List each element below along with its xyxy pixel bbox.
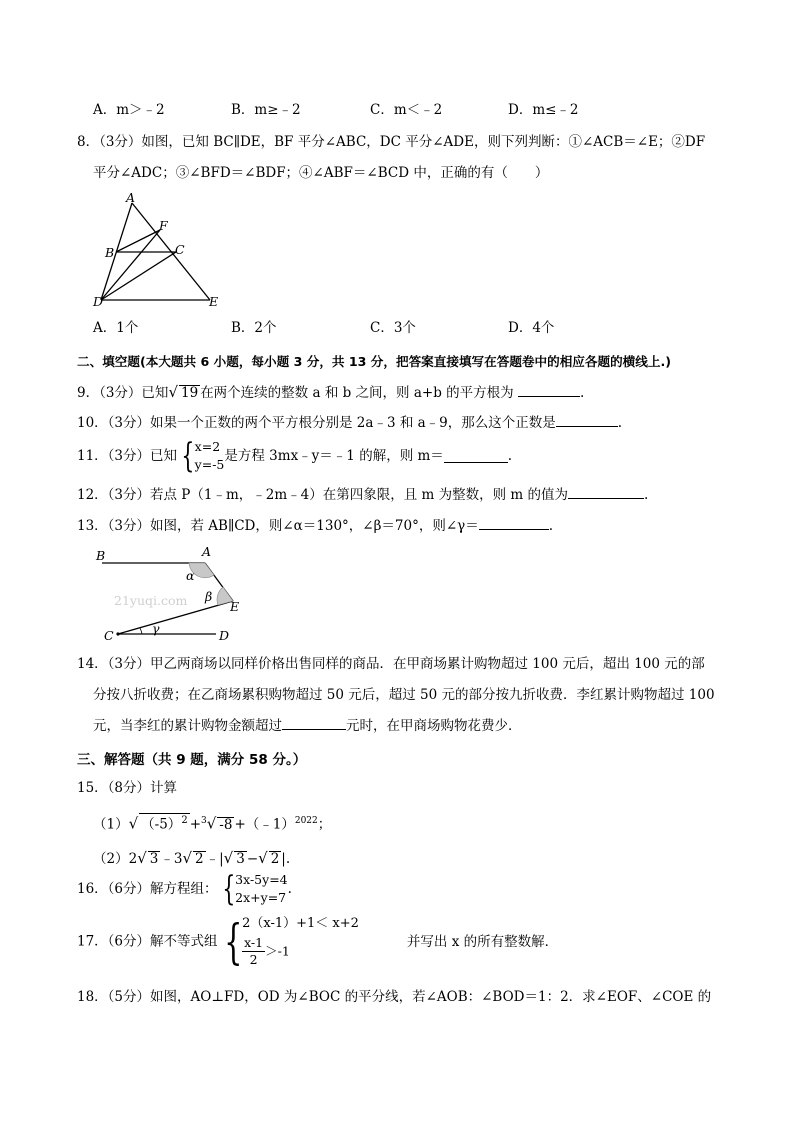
q11-end: .	[507, 448, 513, 464]
q17-ineq2	[242, 935, 359, 968]
fig13-label-d: D	[219, 628, 230, 643]
q16-eq1: 3x-5y=4	[235, 872, 288, 887]
q17-fraction	[242, 935, 265, 968]
fig13-watermark: 21yuqi.com	[114, 593, 188, 608]
q14-line3a: 元，当李红的累计购物金额超过	[93, 718, 282, 734]
q9-pre: 9．（3分）已知	[77, 385, 169, 401]
q8-stem-line1: 8．（3分）如图，已知 BC∥DE，BF 平分∠ABC，DC 平分∠ADE，则下列判断：①∠ACB＝∠E；②DF	[77, 134, 706, 150]
sqrt-sign: √	[182, 849, 192, 867]
fig13-label-beta: β	[205, 589, 213, 604]
fig8-label-e: E	[209, 294, 219, 309]
q17-post: 并写出 x 的所有整数解．	[406, 933, 559, 950]
q15-p2-label: （2）2	[93, 851, 138, 867]
left-brace: {	[223, 913, 242, 970]
section2-heading: 二、填空题(本大题共 6 小题，每小题 3 分，共 13 分，把答案直接填写在答题卷中的相应各题的横线上.)	[77, 354, 671, 369]
q15-p2-rad4: 2	[270, 851, 280, 867]
q16-eq2: 2x+y=7	[235, 890, 287, 905]
q10-answer-blank[interactable]	[556, 414, 618, 427]
q17-pre: 17．（6分）解不等式组	[77, 933, 218, 950]
q9-end: .	[579, 385, 585, 401]
fig13-label-c: C	[104, 628, 114, 643]
q9-radicand: 19	[181, 385, 199, 401]
q7-option-c: C．m＜﹣2	[370, 102, 443, 118]
sqrt-sign: √	[128, 814, 139, 833]
q8-option-c: C．3个	[370, 320, 416, 336]
q11-answer-blank[interactable]	[444, 450, 508, 463]
q15-p2-rad2: 2	[195, 851, 204, 867]
q15-p1-label: （1）	[93, 816, 129, 833]
fig13-label-alpha: α	[186, 568, 195, 583]
q10-end: .	[617, 415, 623, 431]
q8-option-a: A．1个	[93, 320, 139, 336]
q15-p2-end: |.	[281, 851, 291, 867]
sqrt-sign: √	[223, 849, 234, 867]
q11-system	[195, 438, 225, 474]
q15-p2-rad3: 3	[236, 851, 245, 867]
q11-pre: 11．（3分）已知	[77, 448, 178, 464]
q13-end: .	[548, 518, 554, 534]
q14-answer-blank[interactable]	[282, 717, 346, 730]
fig8-label-a: A	[126, 190, 136, 205]
q13-parallel-lines-figure	[92, 543, 262, 647]
q15-p2-m3: −	[246, 851, 259, 867]
q11-line	[77, 438, 512, 478]
q11-eq2: y=-5	[194, 457, 225, 472]
sqrt-sign: √	[258, 849, 268, 867]
q7-option-a: A．m＞﹣2	[93, 102, 165, 118]
fig13-label-gamma: γ	[152, 621, 160, 636]
left-brace: {	[221, 869, 235, 909]
q8-option-d: D．4个	[508, 320, 555, 336]
q12-text: 12．（3分）若点 P（1﹣m，﹣2m﹣4）在第四象限，且 m 为整数，则 m 的值为	[77, 487, 569, 503]
q10-line	[77, 414, 622, 432]
q18-line: 18．（5分）如图，AO⊥FD，OD 为∠BOC 的平分线，若∠AOB：∠BOD＝1：2．求∠EOF、∠COE 的	[77, 989, 712, 1005]
q15-part1	[93, 812, 331, 834]
q15-p2-m2: ﹣|	[205, 851, 224, 867]
q17-denominator: 2	[249, 952, 258, 967]
q14-line2: 分按八折收费；在乙商场累积购物超过 50 元后，超过 50 元的部分按九折收费．李红累计购物超过 100	[93, 687, 715, 703]
sqrt-sign: √	[137, 849, 147, 867]
fig8-label-c: C	[175, 242, 185, 257]
q12-line	[77, 486, 648, 504]
q15-p1-plus: +	[189, 816, 201, 833]
q17-ineq1: 2（x-1）+1＜ x+2	[242, 916, 359, 931]
q15-part2	[93, 849, 290, 868]
q8-triangle-figure	[88, 190, 228, 312]
q15-title: 15．（8分）计算	[77, 780, 178, 796]
q16-pre: 16．（6分）解方程组：	[77, 881, 218, 897]
q14-line3	[93, 717, 522, 735]
q15-p1-base: （-5）	[141, 816, 182, 833]
fig8-label-b: B	[105, 245, 115, 260]
fig13-label-b: B	[96, 548, 106, 563]
q10-text: 10．（3分）如果一个正数的两个平方根分别是 2a﹣3 和 a﹣9，那么这个正数是	[77, 415, 556, 431]
q15-p1-exponent: 2	[181, 815, 188, 826]
q12-end: .	[644, 487, 649, 503]
q15-p1-end: ；	[317, 816, 332, 833]
q15-p1-cube-radicand: -8	[219, 816, 233, 833]
section3-heading: 三、解答题（共 9 题，满分 58 分。）	[77, 752, 307, 768]
q16-end: .	[287, 881, 292, 897]
q15-p1-radicand	[139, 813, 190, 832]
q17-ineq2-tail: ＞-1	[265, 943, 290, 959]
q9-line	[77, 383, 584, 402]
sqrt-sign: √	[168, 383, 178, 401]
left-brace: {	[181, 436, 195, 476]
q14-line3b: 元时，在甲商场购物花费少．	[346, 718, 522, 734]
q11-post: 是方程 3mx﹣y＝﹣1 的解，则 m＝	[224, 448, 444, 464]
fig8-label-f: F	[159, 218, 168, 233]
q17-numerator: x-1	[244, 935, 264, 950]
q13-answer-blank[interactable]	[479, 517, 549, 530]
cbrt-sign: √	[206, 814, 217, 833]
q14-line1: 14．（3分）甲乙两商场以同样价格出售同样的商品．在甲商场累计购物超过 100 元后，超出 100 元的部	[77, 656, 705, 672]
fig13-label-e: E	[230, 599, 240, 614]
q11-eq1: x=2	[194, 439, 221, 454]
q7-option-b: B．m≥﹣2	[231, 102, 301, 118]
fig8-label-d: D	[93, 294, 104, 309]
q9-answer-blank[interactable]	[518, 384, 580, 397]
q12-answer-blank[interactable]	[568, 486, 644, 499]
q7-option-d: D．m≤﹣2	[508, 102, 579, 118]
q15-p2-rad1: 3	[149, 851, 159, 867]
q17-line	[77, 915, 558, 979]
q17-system	[242, 915, 359, 968]
q16-system	[235, 871, 287, 907]
q13-line	[77, 517, 553, 535]
q9-post: 在两个连续的整数 a 和 b 之间，则 a+b 的平方根为	[200, 385, 514, 401]
q15-p1-exponent2: 2022	[294, 816, 318, 826]
q15-p1-tail: +（﹣1）	[234, 816, 295, 833]
q13-text: 13．（3分）如图，若 AB∥CD，则∠α＝130°，∠β＝70°，则∠γ＝	[77, 518, 479, 534]
q16-line	[77, 871, 292, 915]
q8-option-b: B．2个	[231, 320, 277, 336]
fig13-label-a: A	[202, 544, 212, 559]
q8-stem-line2: 平分∠ADC；③∠BFD＝∠BDF；④∠ABF＝∠BCD 中，正确的有（ ）	[93, 165, 549, 181]
q15-p1-root-index: 3	[201, 816, 207, 826]
q15-p2-m1: ﹣3	[160, 851, 183, 867]
